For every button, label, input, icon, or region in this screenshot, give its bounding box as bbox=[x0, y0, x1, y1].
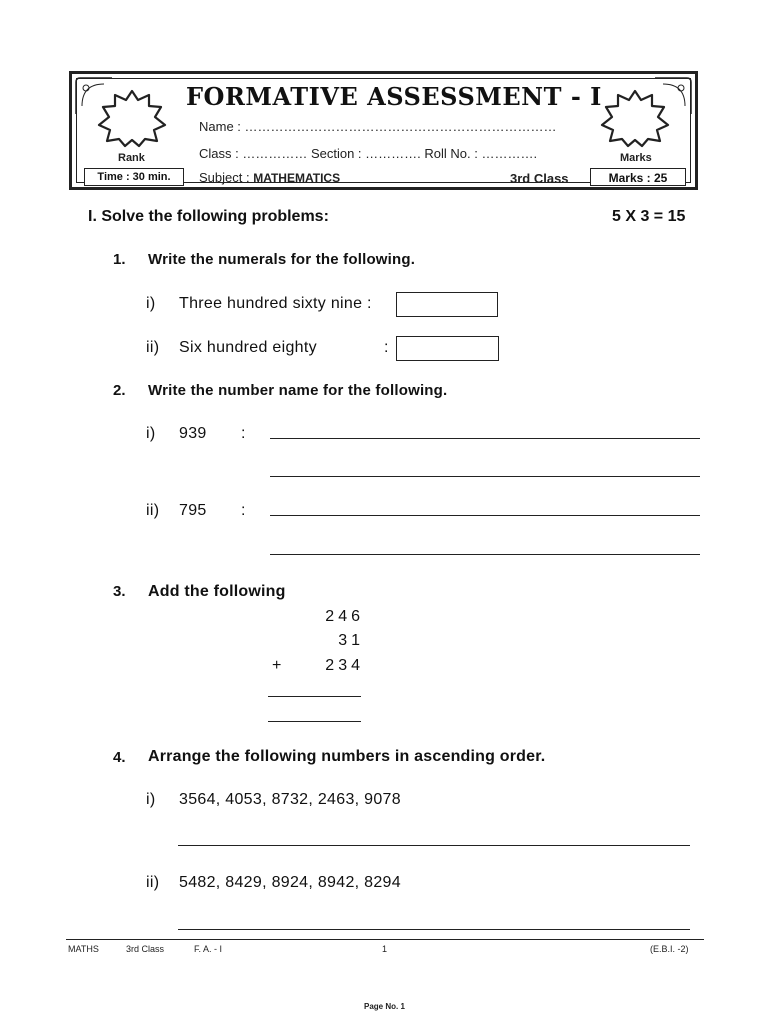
rank-starburst-icon bbox=[93, 88, 171, 148]
footer-code: (E.B.I. -2) bbox=[650, 944, 689, 954]
q3-number: 3. bbox=[113, 583, 126, 600]
q1-item2-colon: : bbox=[384, 339, 389, 356]
q4-item2-roman: ii) bbox=[146, 874, 160, 891]
footer-divider bbox=[66, 939, 704, 940]
name-line: Name : ……………………………………………………………… bbox=[199, 119, 557, 134]
q1-item2-text: Six hundred eighty bbox=[179, 339, 317, 356]
q2-item2-answer-line-2[interactable] bbox=[270, 554, 700, 555]
subject-line bbox=[199, 170, 340, 185]
q1-item1-roman: i) bbox=[146, 295, 156, 312]
q2-text: Write the number name for the following. bbox=[148, 382, 448, 399]
q3-text: Add the following bbox=[148, 583, 286, 600]
q1-item1-answer-box[interactable] bbox=[396, 292, 498, 317]
q3-addend-2: 31 bbox=[338, 632, 364, 649]
q4-item2-text: 5482, 8429, 8924, 8942, 8294 bbox=[179, 874, 401, 891]
q3-sum-line-bottom[interactable] bbox=[268, 721, 361, 722]
q1-text: Write the numerals for the following. bbox=[148, 251, 416, 268]
subject-label: Subject : bbox=[199, 170, 254, 185]
page-label: Page No. 1 bbox=[364, 1002, 405, 1011]
q2-item2-value: 795 bbox=[179, 502, 207, 519]
q1-item2-roman: ii) bbox=[146, 339, 160, 356]
q4-number: 4. bbox=[113, 749, 126, 766]
subject-value: MATHEMATICS bbox=[253, 171, 341, 185]
q4-item1-answer-line[interactable] bbox=[178, 845, 690, 846]
marks-total-badge: Marks : 25 bbox=[590, 168, 686, 186]
q4-item2-answer-line[interactable] bbox=[178, 929, 690, 930]
q2-item2-roman: ii) bbox=[146, 502, 160, 519]
section-heading: I. Solve the following problems: bbox=[88, 208, 329, 225]
q2-number: 2. bbox=[113, 382, 126, 399]
q1-item1-text: Three hundred sixty nine : bbox=[179, 295, 372, 312]
q2-item1-roman: i) bbox=[146, 425, 156, 442]
q2-item2-colon: : bbox=[241, 502, 246, 519]
time-badge: Time : 30 min. bbox=[84, 168, 184, 186]
q4-item1-roman: i) bbox=[146, 791, 156, 808]
rank-label: Rank bbox=[118, 152, 145, 164]
footer-assessment: F. A. - I bbox=[194, 944, 223, 954]
section-marks: 5 X 3 = 15 bbox=[612, 208, 686, 225]
q2-item1-colon: : bbox=[241, 425, 246, 442]
footer-subject: MATHS bbox=[68, 944, 99, 954]
q3-sum-line-top bbox=[268, 696, 361, 697]
class-section-roll-line: Class : …………… Section : …………. Roll No. : …………. bbox=[199, 146, 538, 161]
q2-item1-answer-line-1[interactable] bbox=[270, 438, 700, 439]
q2-item1-answer-line-2[interactable] bbox=[270, 476, 700, 477]
q1-number: 1. bbox=[113, 251, 126, 268]
q3-addend-3: 234 bbox=[325, 657, 364, 674]
q4-item1-text: 3564, 4053, 8732, 2463, 9078 bbox=[179, 791, 401, 808]
q4-text: Arrange the following numbers in ascending order. bbox=[148, 748, 546, 765]
q2-item2-answer-line-1[interactable] bbox=[270, 515, 700, 516]
class-name: 3rd Class bbox=[510, 171, 569, 186]
q3-addend-1: 246 bbox=[325, 608, 364, 625]
marks-starburst-icon bbox=[596, 88, 674, 148]
footer-class: 3rd Class bbox=[126, 944, 165, 954]
marks-label: Marks bbox=[620, 152, 652, 164]
page-title: FORMATIVE ASSESSMENT - I bbox=[186, 82, 602, 111]
footer-page-number: 1 bbox=[382, 944, 388, 954]
q3-plus-sign: + bbox=[272, 657, 282, 674]
q1-item2-answer-box[interactable] bbox=[396, 336, 499, 361]
q2-item1-value: 939 bbox=[179, 425, 207, 442]
